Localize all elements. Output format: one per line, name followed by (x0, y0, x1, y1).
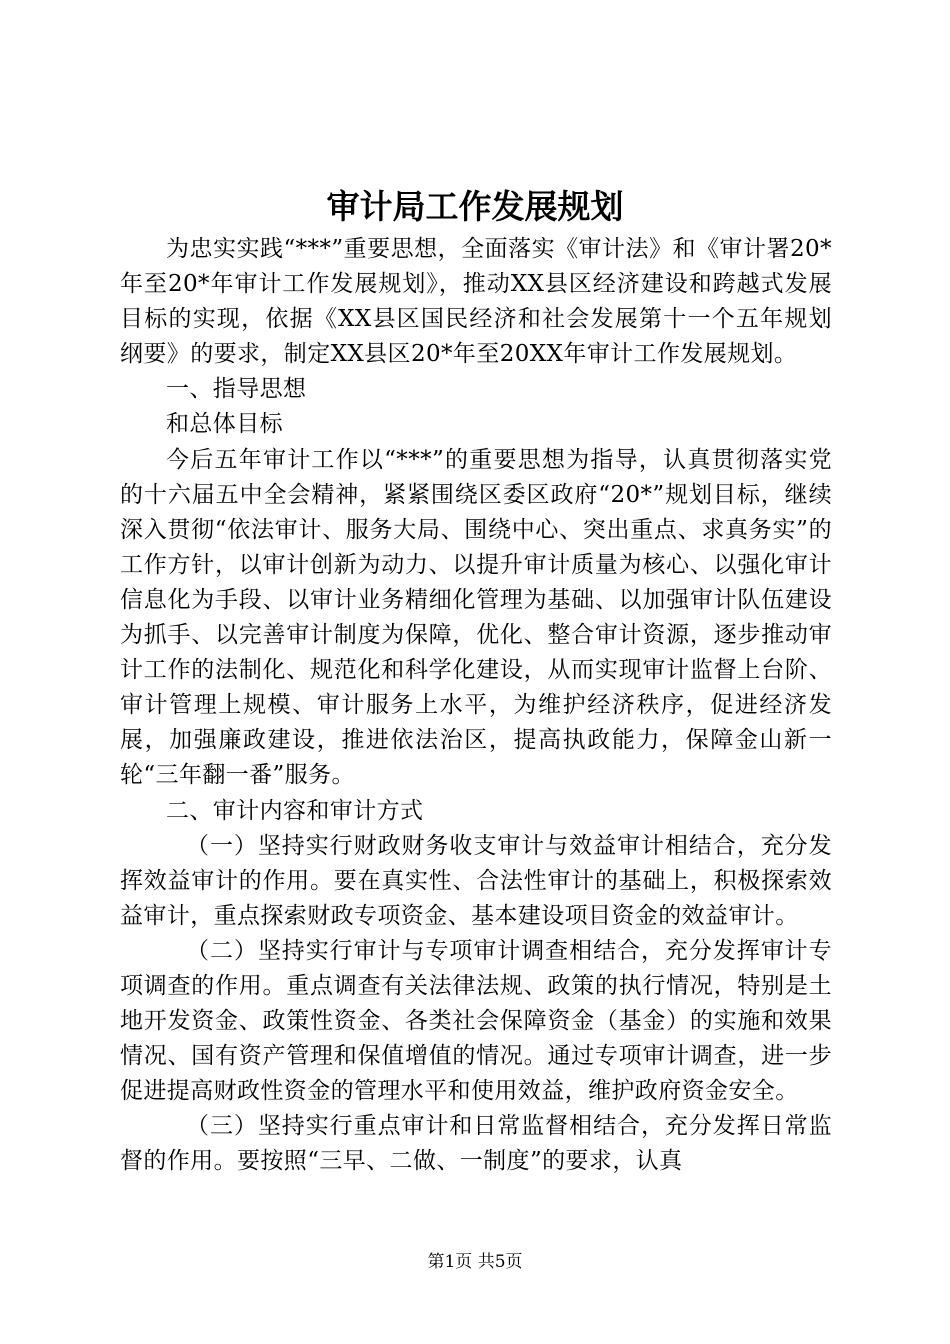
section-heading-overall-goal: 和总体目标 (166, 411, 283, 438)
item-paragraph-2: （二）坚持实行审计与专项审计调查相结合，充分发挥审计专项调查的作用。重点调查有关法律法规、政策的执行情况，特别是土地开发资金、政策性资金、各类社会保障资金（基金）的实施和效果情况、国有资产管理和保值增值的情况。通过专项审计调查，进一步促进提高财政性资金的管理水平和使用效益，维护政府资金安全。 (120, 937, 832, 1105)
intro-paragraph: 为忠实实践“***”重要思想，全面落实《审计法》和《审计署20*年至20*年审计工作发展规划》，推动XX县区经济建设和跨越式发展目标的实现，依据《XX县区国民经济和社会发展第十一个五年规划纲要》的要求，制定XX县区20*年至20XX年审计工作发展规划。 (120, 236, 832, 368)
section-heading-audit-content: 二、审计内容和审计方式 (166, 797, 424, 824)
document-title: 审计局工作发展规划 (326, 187, 624, 226)
page-footer: 第1页 共5页 (427, 1252, 523, 1272)
document-body (120, 232, 832, 1180)
item-paragraph-3: （三）坚持实行重点审计和日常监督相结合，充分发挥日常监督的作用。要按照“三早、二做、一制度”的要求，认真 (120, 1113, 832, 1175)
section-heading-guiding-thought: 一、指导思想 (166, 376, 307, 403)
guiding-paragraph: 今后五年审计工作以“***”的重要思想为指导，认真贯彻落实党的十六届五中全会精神，紧紧围绕区委区政府“20*”规划目标，继续深入贯彻“依法审计、服务大局、围绕中心、突出重点、求真务实”的工作方针，以审计创新为动力、以提升审计质量为核心、以强化审计信息化为手段、以审计业务精细化管理为基础、以加强审计队伍建设为抓手、以完善审计制度为保障，优化、整合审计资源，逐步推动审计工作的法制化、规范化和科学化建设，从而实现审计监督上台阶、审计管理上规模、审计服务上水平，为维护经济秩序，促进经济发展，加强廉政建设，推进依法治区，提高执政能力，保障金山新一轮“三年翻一番”服务。 (120, 446, 832, 789)
item-paragraph-1: （一）坚持实行财政财务收支审计与效益审计相结合，充分发挥效益审计的作用。要在真实性、合法性审计的基础上，积极探索效益审计，重点探索财政专项资金、基本建设项目资金的效益审计。 (120, 832, 832, 929)
